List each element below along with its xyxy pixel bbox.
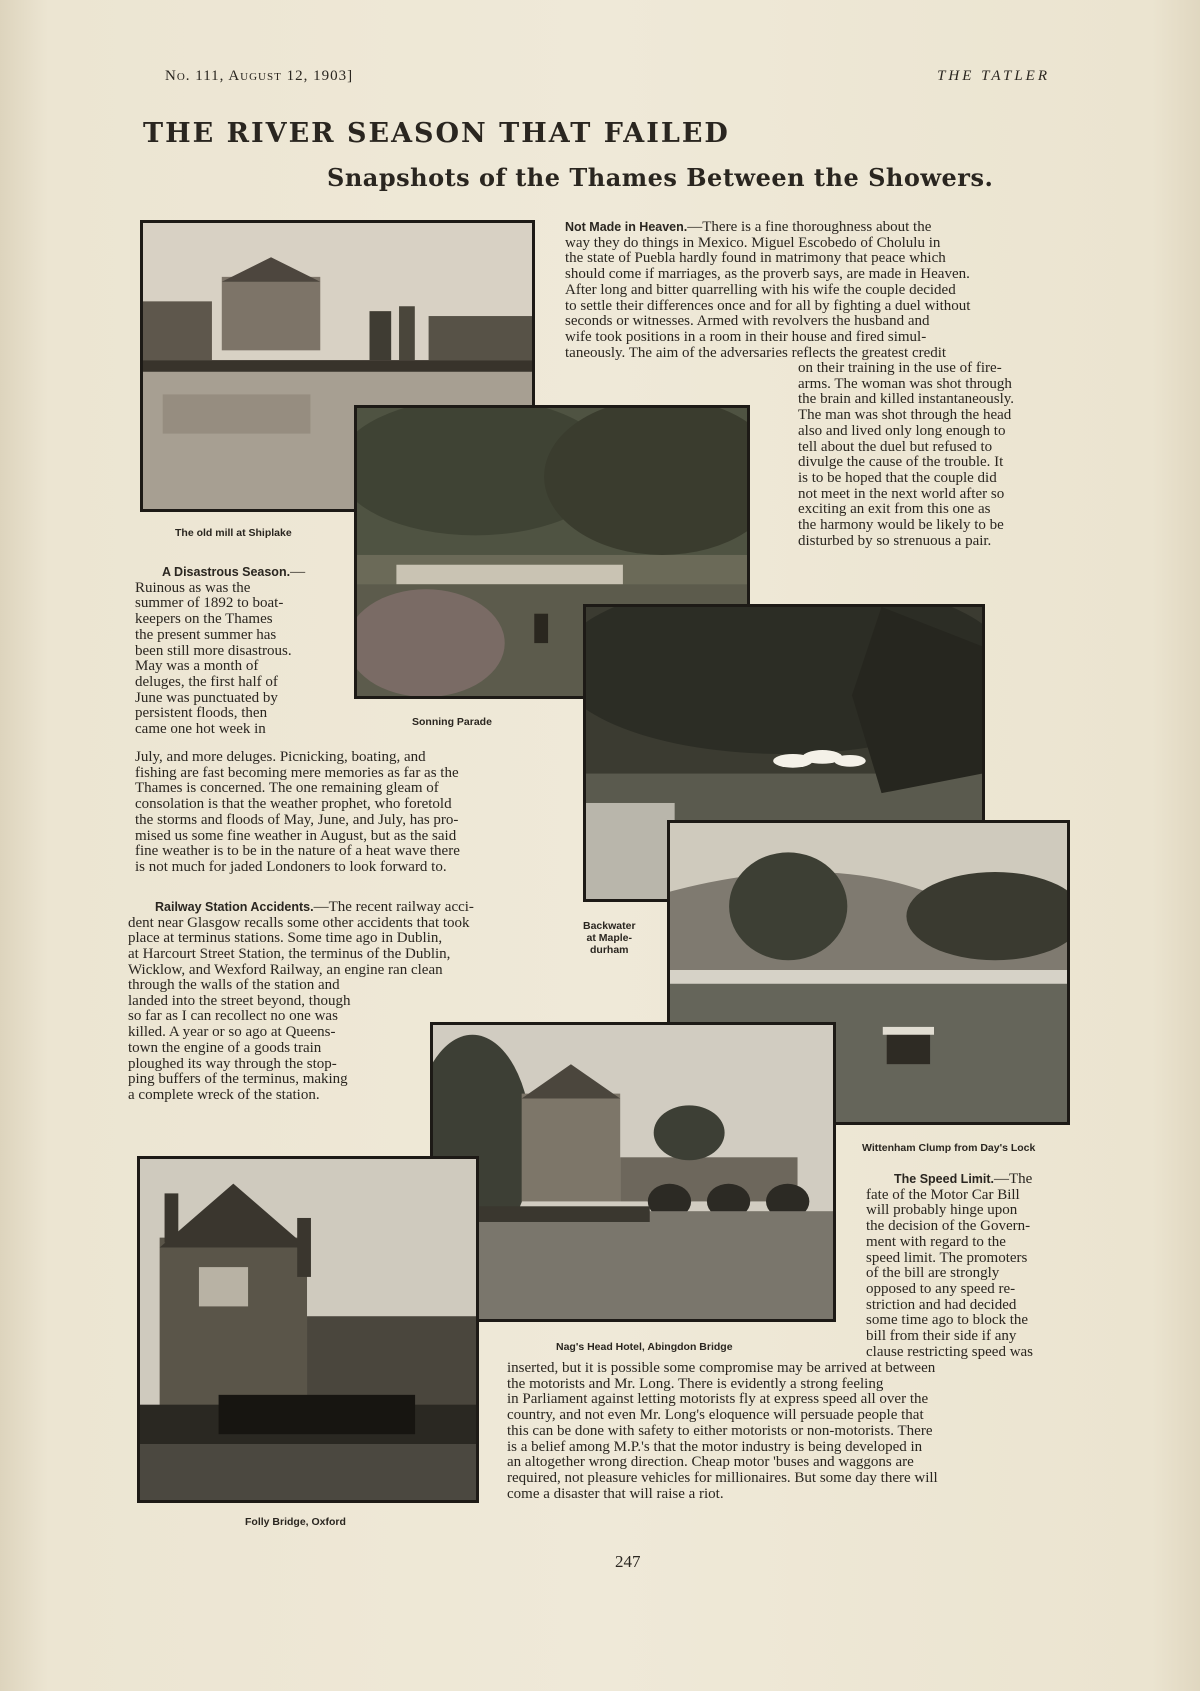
article-disastrous-season-cont: July, and more deluges. Picnicking, boating, and fishing are fast becoming mere memories as far as the Thames is concerned. The one remaining gleam of consolation is that the weather prophet, who foretold the storms and floods of May, June, and July, has pro- mised us some fine weather in August, but as the said fine weather is to be in the nature of a heat wave there is not much for jaded Londoners to look forward to. [135,749,460,875]
caption-sonning: Sonning Parade [412,716,492,728]
publication-name: THE TATLER [937,68,1050,84]
caption-wittenham: Wittenham Clump from Day's Lock [862,1142,1036,1154]
page-title: THE RIVER SEASON THAT FAILED [143,118,730,149]
article-heading: A Disastrous Season. [162,565,291,579]
caption-abingdon: Nag's Head Hotel, Abingdon Bridge [556,1341,733,1353]
article-speed-limit: The Speed Limit.—The fate of the Motor Car Bill will probably hinge upon the decision of the Govern- ment with regard to the speed limit. The promoters of the bill are strongly opposed to any speed re- striction and had decided some time ago to block the bill from their side if any clause restricting speed was [866,1171,1034,1360]
page-subtitle: Snapshots of the Thames Between the Showers. [327,163,994,192]
issue-date: No. 111, August 12, 1903] [165,68,354,84]
caption-folly: Folly Bridge, Oxford [245,1516,346,1528]
article-not-made-in-heaven-cont: on their training in the use of fire- arms. The woman was shot through the brain and killed instantaneously. The man was shot through the head also and lived only long enough to tell about the duel but refused to divulge the cause of the trouble. It is to be hoped that the couple did not meet in the next world after so exciting an exit from this one as the harmony would be likely to be disturbed by so strenuous a pair. [798,360,1015,549]
article-disastrous-season: A Disastrous Season.— Ruinous as was the summer of 1892 to boat- keepers on the Thames the present summer has been still more disastrous. May was a month of deluges, the first half of June was punctuated by persistent floods, then came one hot week in [135,564,306,738]
page-number: 247 [615,1552,641,1571]
article-not-made-in-heaven: Not Made in Heaven.—There is a fine thoroughness about the way they do things in Mexico. Miguel Escobedo of Cholulu in the state of Puebla hardly found in matrimony that peace which should come if marriages, as the proverb says, are made in Heaven. After long and bitter quarrelling with his wife the couple decided to settle their differences once and for all by fighting a duel without seconds or witnesses. Armed with revolvers the husband and wife took positions in a room in their house and fired simul- taneously. The aim of the adversaries reflects the greatest credit [565,219,971,361]
article-heading: The Speed Limit. [894,1172,995,1186]
caption-mapledurham: Backwater at Maple- durham [583,920,636,956]
article-heading: Not Made in Heaven. [565,220,688,234]
article-railway-accidents: Railway Station Accidents.—The recent railway acci- dent near Glasgow recalls some other accidents that took place at terminus stations. Some time ago in Dublin, at Harcourt Street Station, the terminus of the Dublin, Wicklow, and Wexford Railway, an engine ran clean [128,899,474,978]
photo-abingdon-bridge [430,1022,836,1322]
photo-folly-bridge [137,1156,479,1503]
article-railway-accidents-cont: through the walls of the station and landed into the street beyond, though so far as I can recollect no one was killed. A year or so ago at Queens- town the engine of a goods train ploughed its way through the stop- ping buffers of the terminus, making a complete wreck of the station. [128,977,351,1103]
caption-shiplake: The old mill at Shiplake [175,527,292,539]
article-heading: Railway Station Accidents. [155,900,314,914]
article-speed-limit-cont: inserted, but it is possible some compromise may be arrived at between the motorists and Mr. Long. There is evidently a strong feeling in Parliament against letting motorists fly at express speed all over the country, and not even Mr. Long's eloquence will persuade people that this can be done with safety to either motorists or non-motorists. There is a belief among M.P.'s that the motor industry is being developed in an altogether wrong direction. Cheap motor 'buses and waggons are required, not pleasure vehicles for millionaires. But some day there will come a disaster that will raise a riot. [507,1360,938,1502]
